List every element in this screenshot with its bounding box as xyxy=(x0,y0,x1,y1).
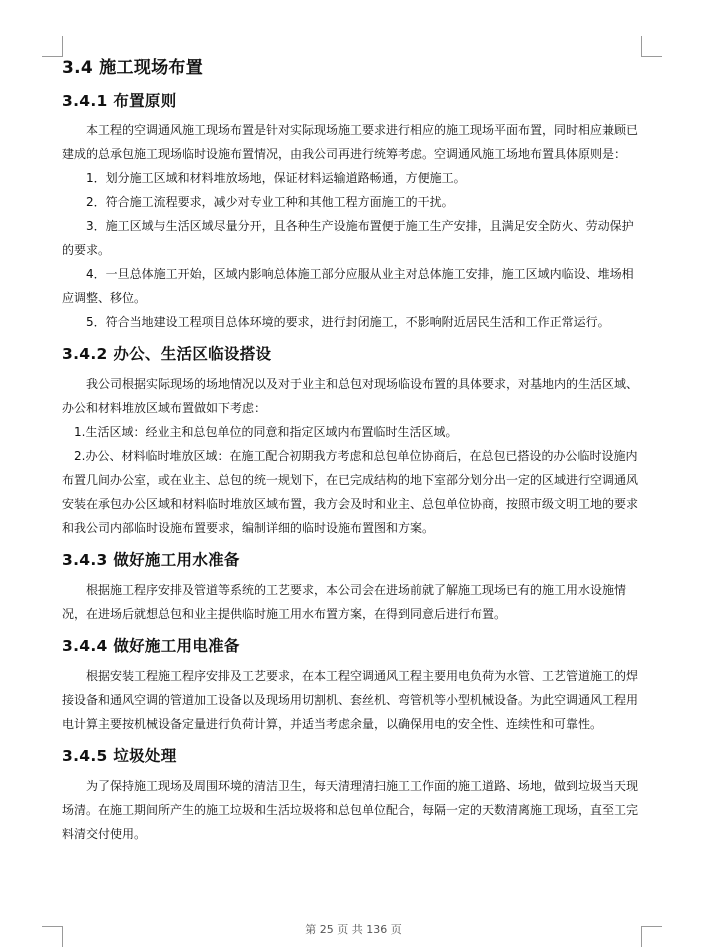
page-corner-mark-top-left xyxy=(42,36,63,57)
paragraph: 为了保持施工现场及周围环境的清洁卫生，每天清理清扫施工工作面的施工道路、场地，做到垃圾当天现场清。在施工期间所产生的施工垃圾和生活垃圾将和总包单位配合，每隔一定的天数清离施工现场，直至工完料清交付使用。 xyxy=(62,779,639,841)
section-waste-handling xyxy=(62,738,642,846)
paragraph: 根据安装工程施工程序安排及工艺要求，在本工程空调通风工程主要用电负荷为水管、工艺管道施工的焊接设备和通风空调的管道加工设备以及现场用切割机、套丝机、弯管机等小型机械设备。为此空调通风工程用电计算主要按机械设备定量进行负荷计算，并适当考虑余量，以确保用电的安全性、连续性和可靠性。 xyxy=(62,669,639,731)
list-item: 1．划分施工区域和材料堆放场地，保证材料运输道路畅通，方便施工。 xyxy=(86,171,466,185)
paragraph: 本工程的空调通风施工现场布置是针对实际现场施工要求进行相应的施工现场平面布置，同时相应兼顾已建成的总承包施工现场临时设施布置情况，由我公司再进行统筹考虑。空调通风施工场地布置具体原则是： xyxy=(62,123,639,161)
section-title: 3.4.2 办公、生活区临设搭设 xyxy=(62,345,272,363)
chapter-heading: 3.4 施工现场布置 xyxy=(62,58,204,78)
list-item: 2．符合施工流程要求，减少对专业工种和其他工程方面施工的干扰。 xyxy=(86,195,454,209)
list-item: 2.办公、材料临时堆放区域：在施工配合初期我方考虑和总包单位协商后，在总包已搭设的办公临时设施内布置几间办公室，或在业主、总包的统一规划下，在已完成结构的地下室部分划分出一定的区域进行空调通风安装在承包办公区域和材料临时堆放区域布置，我方会及时和业主、总包单位协商，按照市级文明工地的要求和我公司内部临时设施布置要求，编制详细的临时设施布置图和方案。 xyxy=(62,449,639,535)
list-item: 4．一旦总体施工开始，区域内影响总体施工部分应服从业主对总体施工安排，施工区域内临设、堆场相应调整、移位。 xyxy=(62,267,634,305)
page-number-footer: 第 25 页 共 136 页 xyxy=(305,923,402,936)
list-item: 1.生活区域：经业主和总包单位的同意和指定区域内布置临时生活区域。 xyxy=(74,425,458,439)
section-power-preparation xyxy=(62,628,642,736)
section-title: 3.4.1 布置原则 xyxy=(62,92,177,110)
section-title: 3.4.3 做好施工用水准备 xyxy=(62,551,240,569)
list-item: 3．施工区域与生活区域尽量分开，且各种生产设施布置便于施工生产安排，且满足安全防火、劳动保护的要求。 xyxy=(62,219,634,257)
section-title: 3.4.5 垃圾处理 xyxy=(62,747,177,765)
page-corner-mark-top-right xyxy=(641,36,662,57)
section-title: 3.4.4 做好施工用电准备 xyxy=(62,637,240,655)
document-page xyxy=(62,54,642,848)
section-layout-principles xyxy=(62,84,642,334)
paragraph: 我公司根据实际现场的场地情况以及对于业主和总包对现场临设布置的具体要求，对基地内的生活区域、办公和材料堆放区域布置做如下考虑： xyxy=(62,377,639,415)
section-water-preparation xyxy=(62,542,642,626)
list-item: 5．符合当地建设工程项目总体环境的要求，进行封闭施工，不影响附近居民生活和工作正常运行。 xyxy=(86,315,610,329)
section-office-living-area xyxy=(62,336,642,540)
paragraph: 根据施工程序安排及管道等系统的工艺要求，本公司会在进场前就了解施工现场已有的施工用水设施情况，在进场后就想总包和业主提供临时施工用水布置方案，在得到同意后进行布置。 xyxy=(62,583,627,621)
